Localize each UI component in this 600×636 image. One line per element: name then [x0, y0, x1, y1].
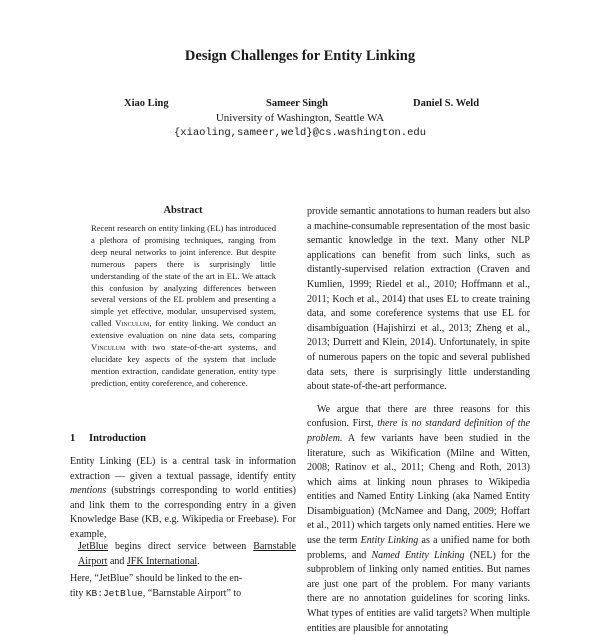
- system-name: Vinculum: [91, 342, 126, 353]
- example-sentence: JetBlue begins direct service between Barnstable Airport and JFK International.: [78, 541, 296, 567]
- entity-mention: JFK International: [126, 555, 198, 567]
- section-heading-introduction: [70, 433, 146, 444]
- paper-title: Design Challenges for Entity Linking: [184, 48, 416, 64]
- abstract-heading: Abstract: [163, 205, 203, 216]
- author-2: Sameer Singh: [266, 98, 328, 109]
- affiliation: University of Washington, Seattle WA: [215, 112, 385, 124]
- right-column: [307, 205, 530, 636]
- section-number: 1: [70, 433, 76, 444]
- right-paragraph-1: provide semantic annotations to human readers but also a machine-consumable representation of the most basic semantic knowledge in the text. Many other NLP applications can benefit from such links, such as distantly-supervised relation extraction (Craven and Kumlien, 1999; Riedel et al., 2010; Hoffmann et al., 2011; Koch et al., 2014) that uses EL to create training data, and some coreference systems that use EL for disambiguation (Hajishirzi et al., 2013; Zheng et al., 2013; Durrett and Klein, 2014). Unfortunately, in spite of numerous papers on the topic and several published data sets, there is surprisingly little understanding about state-of-the-art performance.: [307, 206, 530, 393]
- section-title: Introduction: [89, 433, 146, 444]
- kb-entity: KB:JetBlue: [85, 587, 143, 599]
- right-paragraph-2: We argue that there are three reasons for this confusion. First, there is no standard definition of the problem. A few variants have been studied in the literature, such as Wikification (Milne and Witten, 2008; Ratinov et al., 2011; Cheng and Roth, 2013) which aims at linking noun phrases to Wikipedia entities and Named Entity Linking (aka Named Entity Disambiguation) (McNamee and Dang, 2009; Hoffart et al., 2011) which targets only named entities. Here we use the term Entity Linking as a unified name for both problems, and Named Entity Linking (NEL) for the subproblem of linking only named entities. But names are just one part of the problem. For many variants there are no annotation guidelines for scoring links. What types of entities are valid targets? When multiple entities are plausible for annotating: [307, 403, 530, 634]
- entity-mention: JetBlue: [78, 541, 108, 552]
- author-1: Xiao Ling: [124, 98, 169, 109]
- entity-mention: Barnstable Airport: [78, 541, 296, 567]
- system-name: Vinculum: [115, 318, 150, 329]
- abstract-body: Recent research on entity linking (EL) has introduced a plethora of promising techniques, ranging from deep neural networks to joint inference. But despite numerous papers there is surprisingly little understanding of the state of the art in EL. We attack this confusion by analyzing differences between several versions of the EL problem and presenting a simple yet effective, modular, unsupervised system, called Vinculum, for entity linking. We conduct an extensive evaluation on nine data sets, comparing Vinculum with two state-of-the-art systems, and elucidate key aspects of the system that include mention extraction, candidate generation, entity type prediction, entity coreference, and coherence.: [91, 223, 276, 388]
- author-emails: {xiaoling,sameer,weld}@cs.washington.edu: [173, 127, 427, 139]
- author-3: Daniel S. Weld: [413, 98, 480, 109]
- intro-continued: Here, “JetBlue” should be linked to the en- tity KB:JetBlue, “Barnstable Airport” to: [70, 573, 243, 599]
- intro-paragraph: Entity Linking (EL) is a central task in information extraction — given a textual passage, identify entity mentions (substrings corresponding to world entities) and link them to the corresponding entry in a given Knowledge Base (KB, e.g. Wikipedia or Freebase). For example,: [70, 456, 296, 540]
